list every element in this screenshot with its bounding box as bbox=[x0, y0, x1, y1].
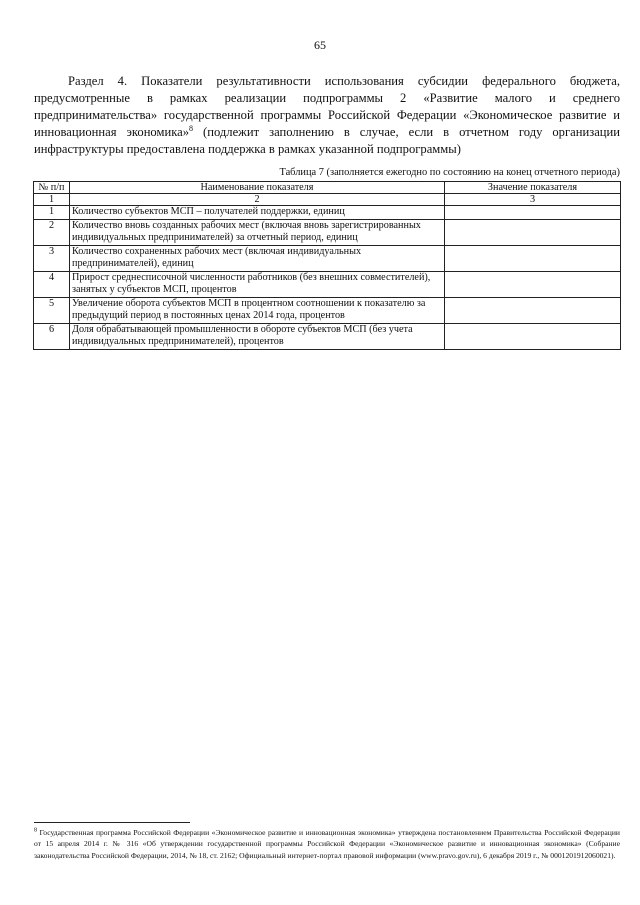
header-indicator-value: Значение показателя bbox=[445, 182, 621, 194]
column-numbers-row bbox=[34, 194, 621, 206]
row-number: 4 bbox=[34, 271, 70, 297]
indicator-value-cell[interactable] bbox=[445, 206, 621, 220]
footnote-mark: 8 bbox=[34, 827, 37, 834]
table-row bbox=[34, 271, 621, 297]
indicator-name: Количество сохраненных рабочих мест (включая индивидуальных предпринимателей), единиц bbox=[70, 245, 445, 271]
footnote-reference[interactable]: 8 bbox=[189, 123, 194, 133]
table-row bbox=[34, 245, 621, 271]
row-number: 5 bbox=[34, 297, 70, 323]
column-number: 1 bbox=[34, 194, 70, 206]
indicators-table bbox=[33, 181, 621, 350]
indicator-value-cell[interactable] bbox=[445, 297, 621, 323]
table-row bbox=[34, 297, 621, 323]
indicator-value-cell[interactable] bbox=[445, 271, 621, 297]
indicator-value-cell[interactable] bbox=[445, 323, 621, 349]
column-number: 2 bbox=[70, 194, 445, 206]
indicator-name: Количество субъектов МСП – получателей поддержки, единиц bbox=[70, 206, 445, 220]
row-number: 6 bbox=[34, 323, 70, 349]
header-indicator-name: Наименование показателя bbox=[70, 182, 445, 194]
section-title: Раздел 4. Показатели результативности использования субсидии федерального бюджета, предусмотренные в рамках реализации подпрограммы 2 «Развитие малого и среднего предпринимательства» государственной программы Российской Федерации «Экономическое развитие и инновационная экономика» bbox=[34, 74, 620, 139]
footnote bbox=[34, 827, 620, 861]
footnote-divider bbox=[34, 822, 190, 823]
table-header-row bbox=[34, 182, 621, 194]
indicator-name: Доля обрабатывающей промышленности в обороте субъектов МСП (без учета индивидуальных предпринимателей), процентов bbox=[70, 323, 445, 349]
section-heading bbox=[34, 73, 620, 158]
row-number: 1 bbox=[34, 206, 70, 220]
table-row bbox=[34, 206, 621, 220]
row-number: 2 bbox=[34, 219, 70, 245]
header-number: № п/п bbox=[34, 182, 70, 194]
indicator-name: Количество вновь созданных рабочих мест (включая вновь зарегистрированных индивидуальных предпринимателей) за отчетный период, единиц bbox=[70, 219, 445, 245]
table-row bbox=[34, 323, 621, 349]
column-number: 3 bbox=[445, 194, 621, 206]
footnote-text: Государственная программа Российской Федерации «Экономическое развитие и инновационная экономика» утверждена постановлением Правительства Российской Федерации от 15 апреля 2014 г. № 316 «Об утверждении государственной программы Российской Федерации «Экономическое развитие и инновационная экономика» (Собрание законодательства Российской Федерации, 2014, № 18, ст. 2162; Официальный интернет-портал правовой информации (www.pravo.gov.ru), 6 декабря 2019 г., № 0001201912060021). bbox=[34, 828, 620, 860]
row-number: 3 bbox=[34, 245, 70, 271]
indicator-value-cell[interactable] bbox=[445, 219, 621, 245]
page-number: 65 bbox=[314, 38, 326, 52]
indicator-name: Прирост среднесписочной численности работников (без внешних совместителей), занятых у субъектов МСП, процентов bbox=[70, 271, 445, 297]
section-note: (подлежит заполнению в случае, если в отчетном году организации инфраструктуры предоставлена поддержка в рамках указанной подпрограммы) bbox=[34, 125, 620, 156]
table-row bbox=[34, 219, 621, 245]
indicator-name: Увеличение оборота субъектов МСП в процентном соотношении к показателю за предыдущий период в постоянных ценах 2014 года, процентов bbox=[70, 297, 445, 323]
indicator-value-cell[interactable] bbox=[445, 245, 621, 271]
table-caption: Таблица 7 (заполняется ежегодно по состоянию на конец отчетного периода) bbox=[279, 167, 620, 178]
